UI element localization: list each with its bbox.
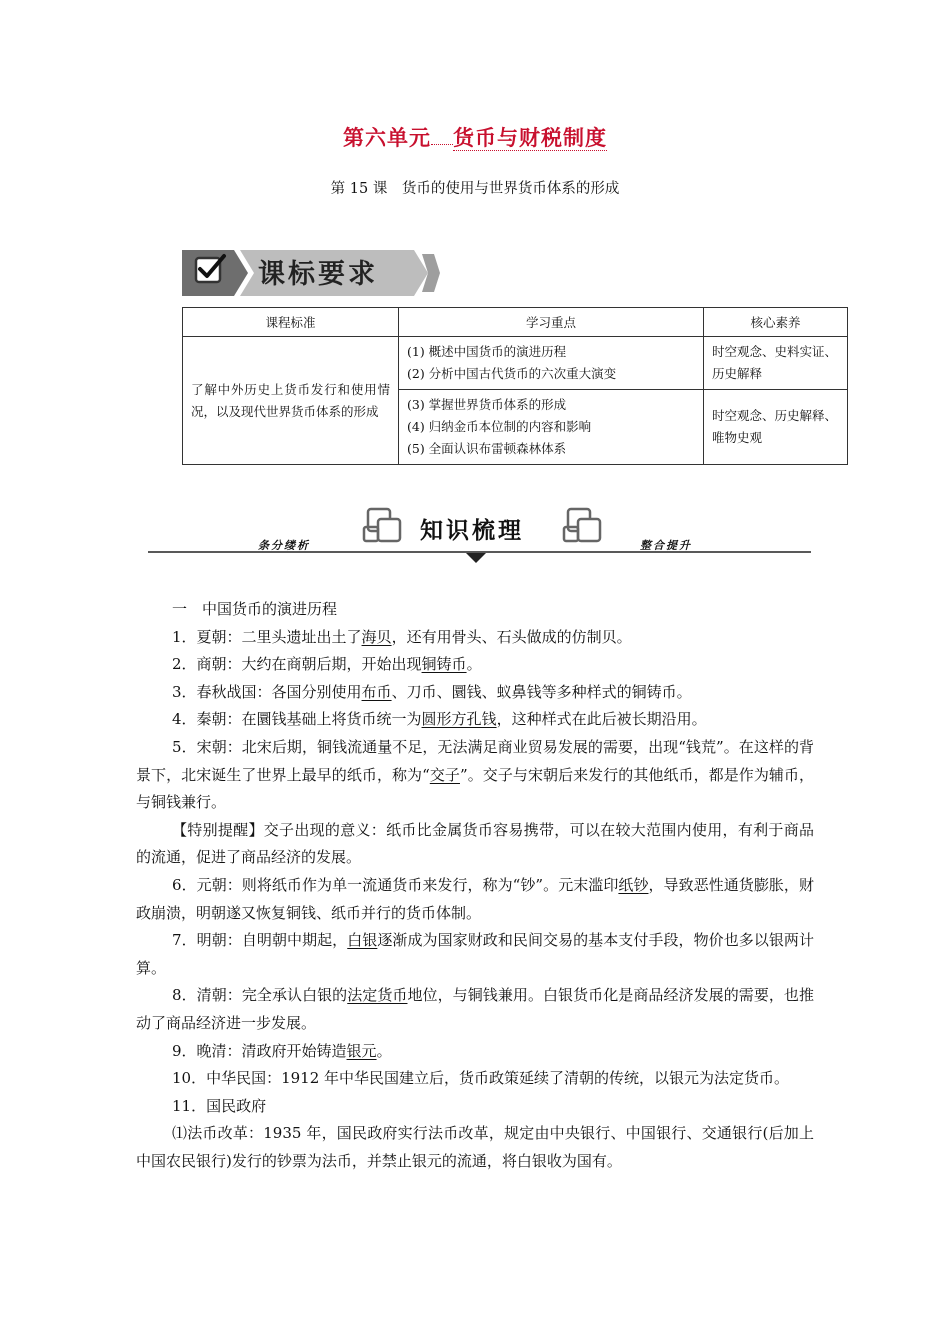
paragraph: ⑴法币改革：1935 年，国民政府实行法币改革，规定由中央银行、中国银行、交通银行(后加上中国农民银行)发行的钞票为法币，并禁止银元的流通，将白银收为国有。 — [136, 1124, 814, 1170]
paragraph: 5．宋朝：北宋后期，铜钱流通量不足，无法满足商业贸易发展的需要，出现“钱荒”。在这样的背景下，北宋诞生了世界上最早的纸币，称为“交子”。交子与宋朝后来发行的其他纸币，都是作为辅币，与铜钱兼行。 — [136, 737, 815, 812]
header-focus: 学习重点 — [399, 308, 704, 337]
paragraph: 7．明朝：自明朝中期起，白银逐渐成为国家财政和民间交易的基本支付手段，物价也多以银两计算。 — [136, 931, 814, 977]
paragraph: 3．春秋战国：各国分别使用布币、刀币、圜钱、蚁鼻钱等多种样式的铜铸币。 — [172, 682, 692, 701]
key-term: 铜铸币 — [421, 655, 467, 674]
table-header-row — [183, 308, 848, 337]
stacked-squares-icon — [564, 509, 600, 541]
paragraph: 2．商朝：大约在商朝后期，开始出现铜铸币。 — [172, 655, 482, 674]
key-term: 纸钞 — [618, 875, 649, 894]
key-term: 交子 — [429, 765, 460, 784]
focus-item: (3) 掌握世界货币体系的形成 — [407, 397, 567, 412]
paragraph: 1．夏朝：二里头遗址出土了海贝，还有用骨头、石头做成的仿制贝。 — [172, 627, 632, 646]
table-row — [183, 337, 848, 390]
note-paragraph: 【特别提醒】交子出现的意义：纸币比金属货币容易携带，可以在较大范围内使用，有利于商品的流通，促进了商品经济的发展。 — [136, 820, 814, 867]
literacy-cell-2: 时空观念、历史解释、唯物史观 — [704, 390, 848, 465]
header-literacy: 核心素养 — [704, 308, 848, 337]
curriculum-table — [182, 307, 848, 465]
literacy-cell-1: 时空观念、史料实证、历史解释 — [704, 337, 848, 390]
paragraph: 11．国民政府 — [172, 1096, 267, 1115]
paragraph: 6．元朝：则将纸币作为单一流通货币来发行，称为“钞”。元末滥印纸钞，导致恶性通货膨胀，财政崩溃，明朝遂又恢复铜钱、纸币并行的货币体制。 — [136, 875, 814, 922]
focus-item: (5) 全面认识布雷顿森林体系 — [407, 441, 567, 456]
key-term: 法定货币 — [347, 986, 408, 1005]
header-standard: 课程标准 — [183, 308, 399, 337]
key-term: 银元 — [346, 1041, 377, 1060]
paragraph: 9．晚清：清政府开始铸造银元。 — [172, 1041, 392, 1060]
knowledge-left-label: 条分缕析 — [258, 539, 310, 552]
paragraph: 4．秦朝：在圜钱基础上将货币统一为圆形方孔钱，这种样式在此后被长期沿用。 — [172, 710, 707, 729]
knowledge-right-label: 整合提升 — [640, 539, 692, 552]
focus-cell-1 — [399, 337, 704, 390]
unit-title — [0, 122, 950, 152]
key-term: 圆形方孔钱 — [421, 710, 497, 729]
checkbox-check-icon — [196, 256, 224, 282]
paragraph: 8．清朝：完全承认白银的法定货币地位，与铜钱兼用。白银货币化是商品经济发展的需要，也推动了商品经济进一步发展。 — [136, 986, 814, 1032]
key-term: 布币 — [361, 682, 392, 701]
banner-title: 课标要求 — [258, 259, 378, 290]
standard-cell: 了解中外历史上货币发行和使用情况，以及现代世界货币体系的形成 — [183, 337, 399, 465]
content-body — [136, 596, 814, 1175]
paragraph: 10．中华民国：1912 年中华民国建立后，货币政策延续了清朝的传统，以银元为法定货币。 — [172, 1069, 790, 1088]
focus-item: (1) 概述中国货币的演进历程 — [407, 344, 567, 359]
knowledge-title: 知识梳理 — [420, 518, 524, 544]
focus-item: (2) 分析中国古代货币的六次重大演变 — [407, 366, 617, 381]
stacked-squares-icon — [364, 509, 400, 541]
unit-number: 第六单元 — [343, 126, 431, 150]
unit-name: 货币与财税制度 — [453, 126, 607, 150]
lesson-title: 第 15 课 货币的使用与世界货币体系的形成 — [330, 181, 620, 197]
key-term: 海贝 — [361, 627, 392, 646]
title-gap — [431, 144, 453, 145]
focus-item: (4) 归纳金币本位制的内容和影响 — [407, 419, 592, 434]
key-term: 白银 — [347, 931, 378, 950]
section-heading: 一 中国货币的演进历程 — [172, 600, 338, 618]
focus-cell-2 — [399, 390, 704, 465]
